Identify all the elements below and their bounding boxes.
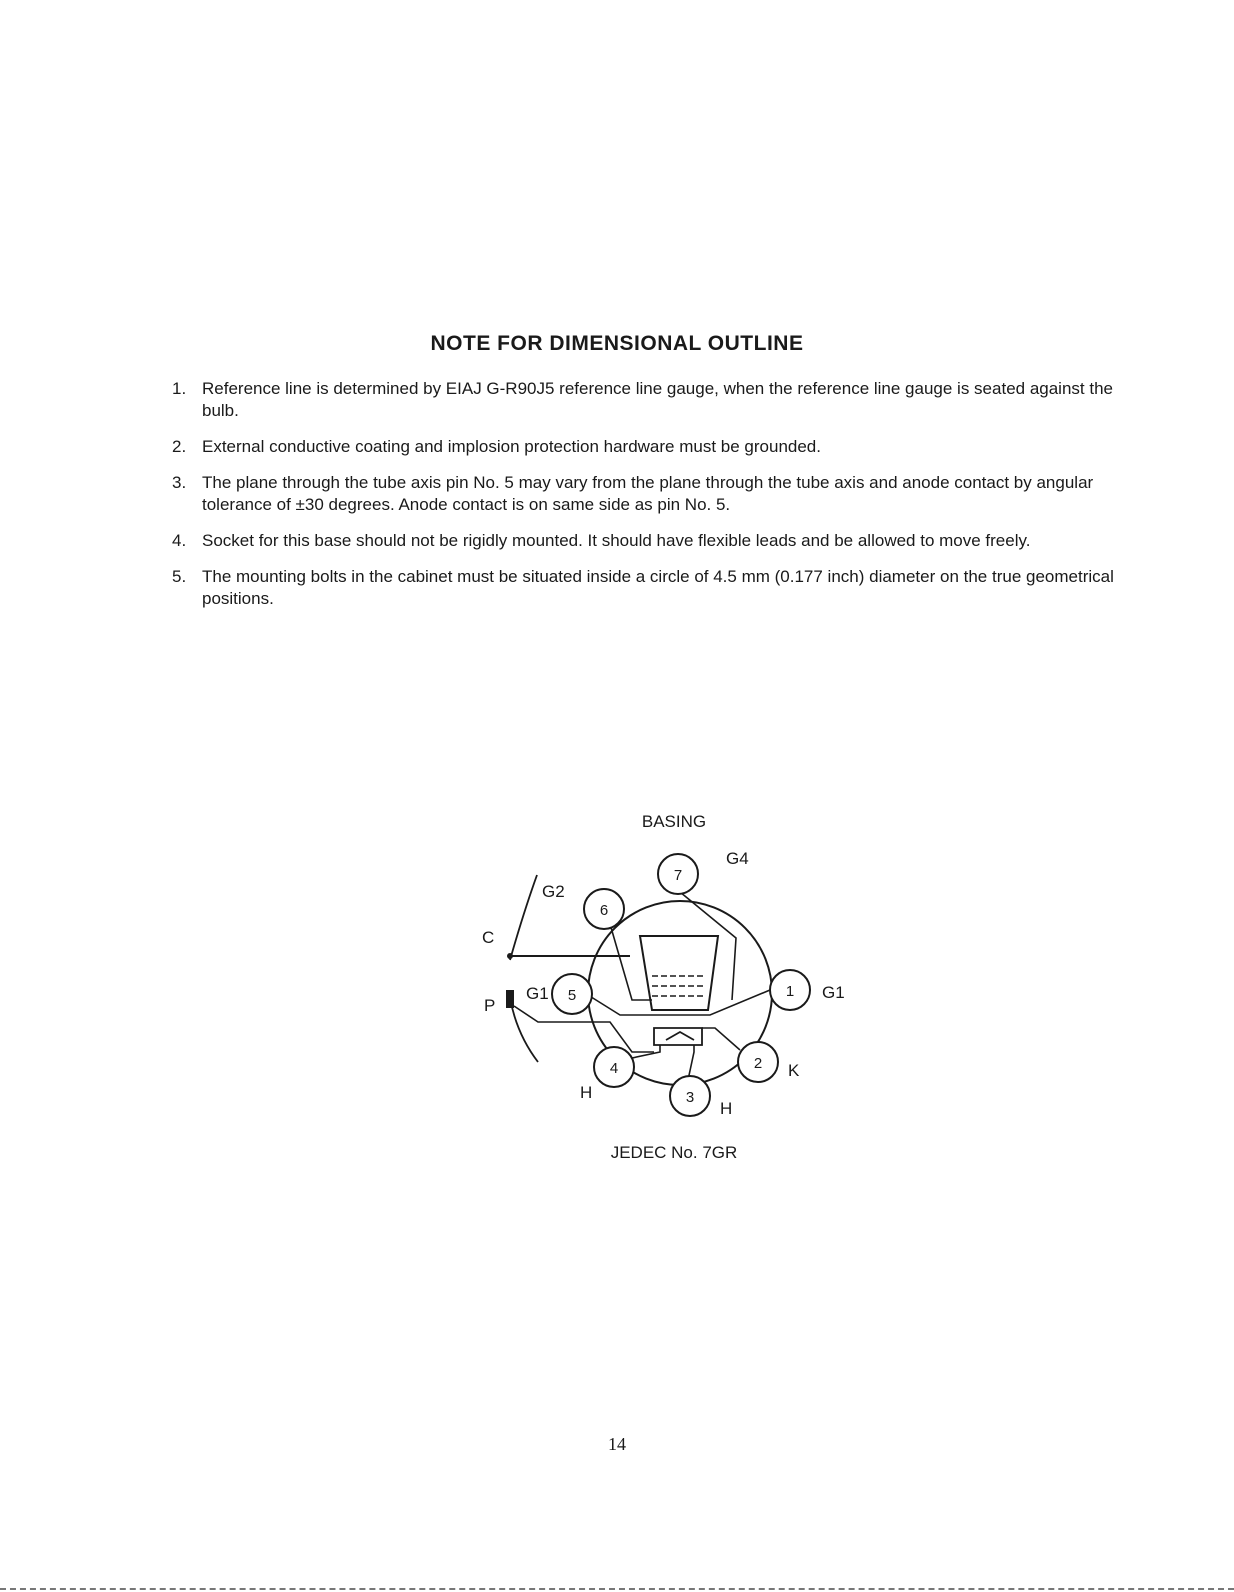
note-text: The plane through the tube axis pin No. 5 may vary from the plane through the tube axis and anode contact by angular tolerance of ±30 degrees. Anode contact is on same side as pin No. 5. <box>202 473 1094 514</box>
note-number: 3. <box>172 473 187 492</box>
label-p: P <box>484 996 496 1015</box>
note-item <box>172 566 1122 610</box>
pin-number: 3 <box>685 1089 695 1106</box>
label-c: C <box>482 928 495 947</box>
pin-label-k: K <box>788 1061 800 1080</box>
pin-number: 2 <box>753 1055 763 1072</box>
page-number: 14 <box>608 1434 626 1454</box>
pin-label-g1-left: G1 <box>526 984 549 1003</box>
note-item <box>172 472 1122 516</box>
anode-contact-mark <box>506 990 514 1008</box>
note-text: The mounting bolts in the cabinet must be situated inside a circle of 4.5 mm (0.177 inch) diameter on the true geometrical positions. <box>202 567 1114 608</box>
pin-number: 7 <box>673 867 683 884</box>
pin-1 <box>770 970 810 1010</box>
lead-pin2 <box>702 1028 740 1050</box>
note-text: External conductive coating and implosion protection hardware must be grounded. <box>202 437 821 456</box>
note-number: 2. <box>172 437 187 456</box>
pin-7 <box>658 854 698 894</box>
pin-3 <box>670 1076 710 1116</box>
pin-label-g4: G4 <box>726 849 749 868</box>
pin-number: 4 <box>609 1060 619 1077</box>
notes-list <box>172 378 1122 624</box>
cathode-box <box>654 1028 702 1045</box>
pin-4 <box>594 1047 634 1087</box>
lead-pin5-pin1 <box>588 990 770 1015</box>
pin-2 <box>738 1042 778 1082</box>
lead-pin7 <box>680 892 736 1000</box>
pin-number: 5 <box>567 987 577 1004</box>
bottom-divider <box>0 1588 1234 1590</box>
page-title: NOTE FOR DIMENSIONAL OUTLINE <box>430 332 804 355</box>
note-text: Reference line is determined by EIAJ G-R90J5 reference line gauge, when the reference line gauge is seated against the bulb. <box>202 379 1113 420</box>
lead-anode <box>514 1006 654 1052</box>
pin-label-g1-right: G1 <box>822 983 845 1002</box>
basing-heading: BASING <box>641 812 707 831</box>
note-number: 1. <box>172 379 187 398</box>
coating-dot <box>507 953 513 959</box>
note-text: Socket for this base should not be rigidly mounted. It should have flexible leads and be allowed to move freely. <box>202 531 1031 550</box>
note-number: 5. <box>172 567 187 586</box>
basing-diagram <box>470 800 890 1180</box>
heater-symbol <box>666 1032 694 1040</box>
note-item <box>172 378 1122 422</box>
pin-5 <box>552 974 592 1014</box>
pin-label-h-left: H <box>580 1083 593 1102</box>
pin-number: 6 <box>599 902 609 919</box>
coating-line <box>510 875 537 960</box>
pin-6 <box>584 889 624 929</box>
pin-number: 1 <box>785 983 795 1000</box>
lead-pin3 <box>688 1045 694 1080</box>
note-number: 4. <box>172 531 187 550</box>
note-item <box>172 436 1122 458</box>
pin-label-h-right: H <box>720 1099 733 1118</box>
note-item <box>172 530 1122 552</box>
pin-label-g2: G2 <box>542 882 565 901</box>
jedec-caption: JEDEC No. 7GR <box>610 1143 738 1162</box>
anode-lead-line <box>510 998 538 1062</box>
electrode-frame <box>640 936 718 1010</box>
